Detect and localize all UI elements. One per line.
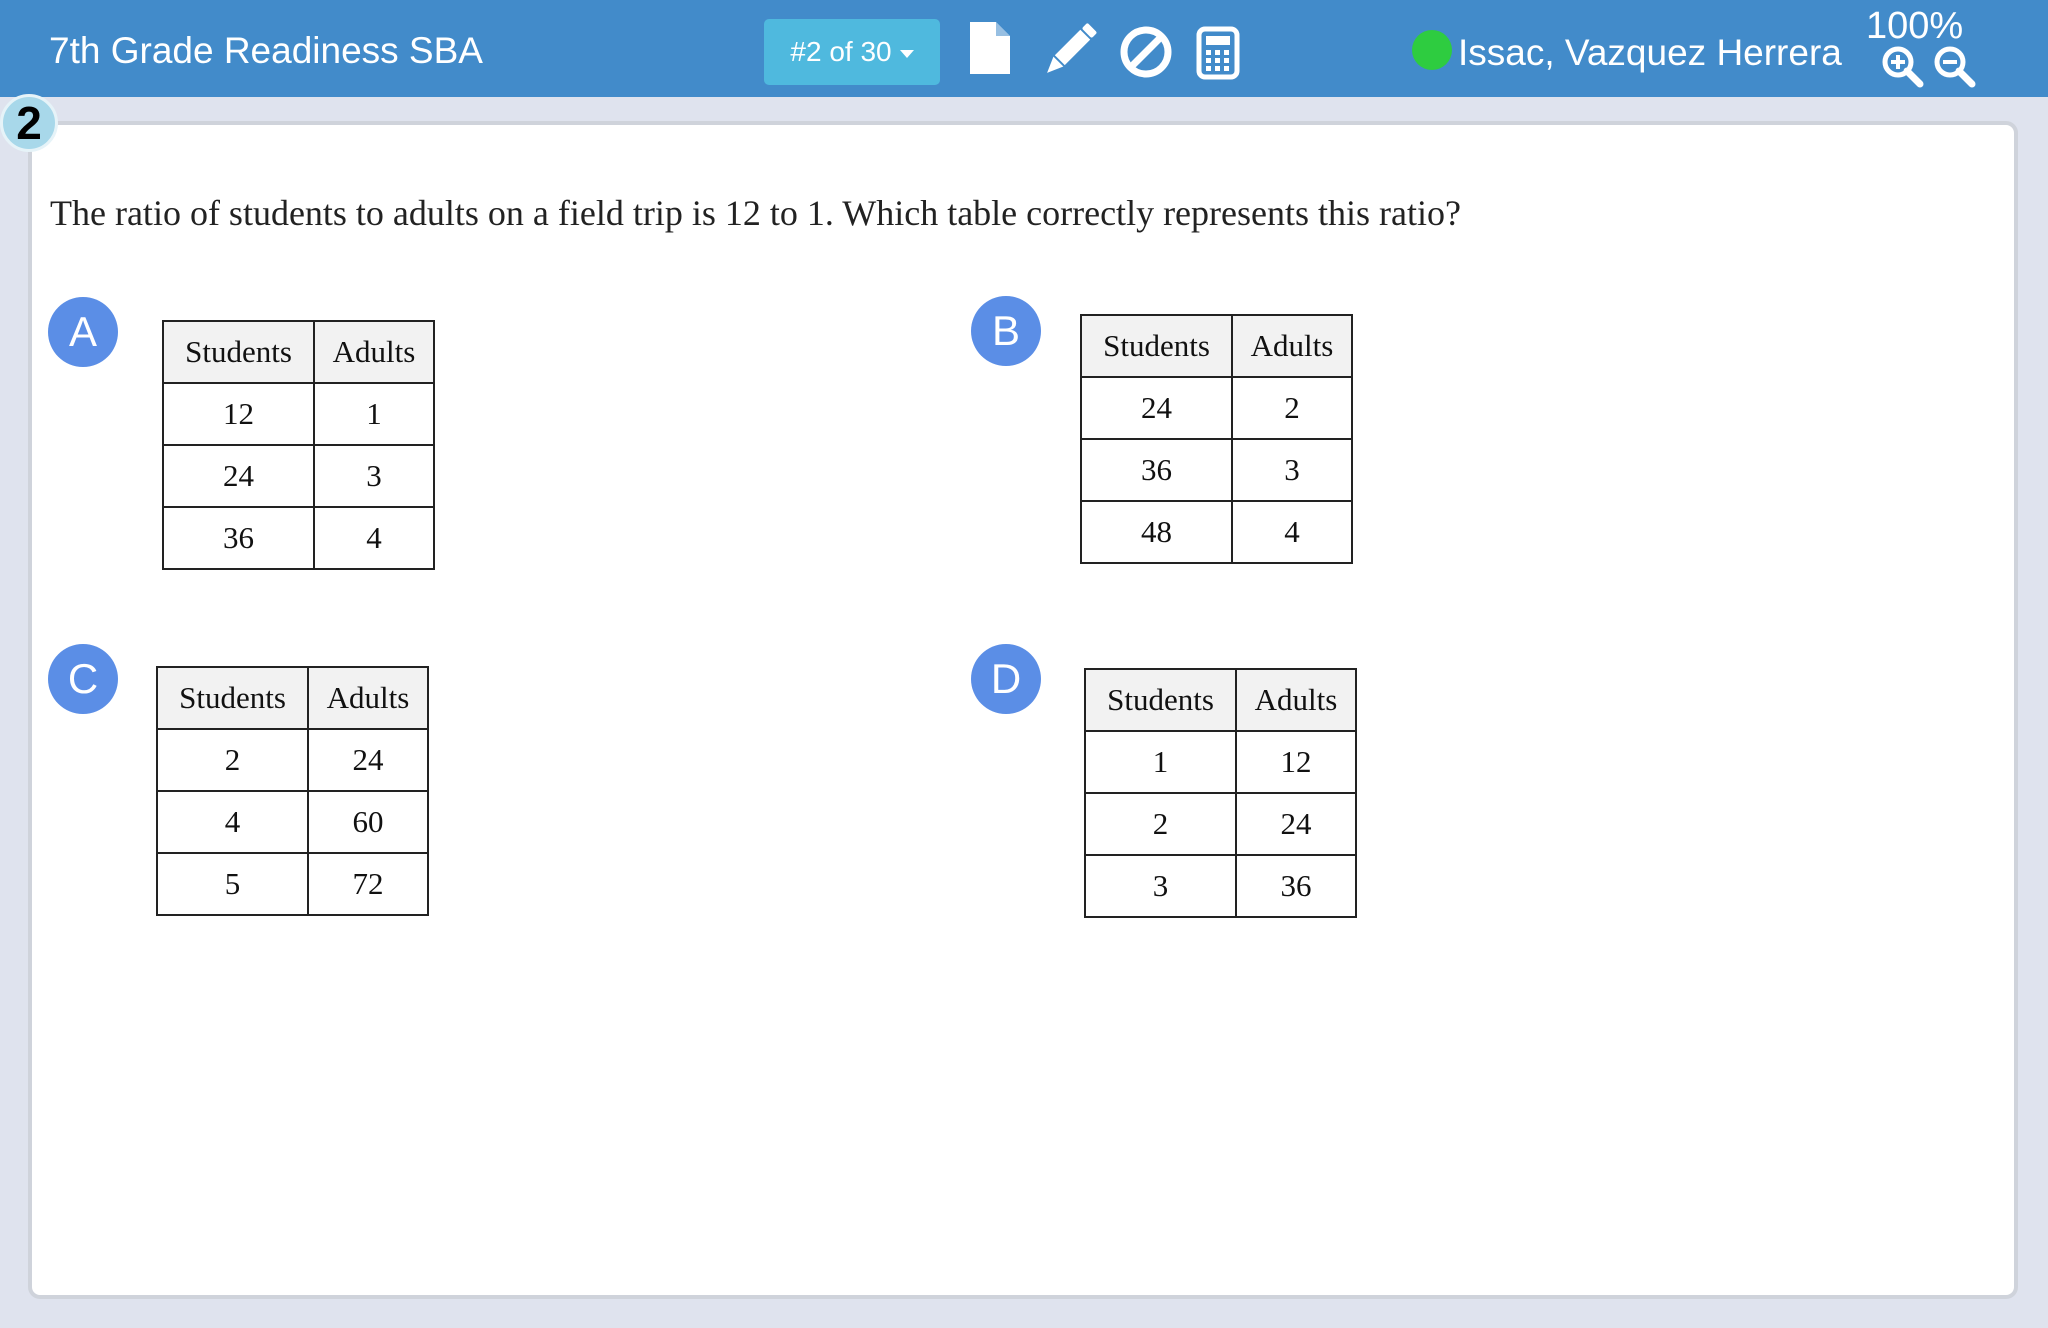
option-c-badge[interactable]: C xyxy=(48,644,118,714)
table-row xyxy=(157,791,428,853)
table-header-cell: Adults xyxy=(308,667,428,729)
calculator-icon[interactable] xyxy=(1196,26,1240,80)
online-status-icon xyxy=(1412,30,1452,70)
table-cell: 36 xyxy=(1081,439,1232,501)
table-cell: 36 xyxy=(1236,855,1356,917)
user-name: Issac, Vazquez Herrera xyxy=(1458,32,1842,73)
question-prompt: The ratio of students to adults on a field trip is 12 to 1. Which table correctly represents this ratio? xyxy=(50,193,1461,233)
chevron-down-icon xyxy=(900,50,914,58)
table-cell: 12 xyxy=(163,383,314,445)
table-header-row xyxy=(157,667,428,729)
top-bar xyxy=(0,0,2048,97)
table-cell: 24 xyxy=(1081,377,1232,439)
table-header-cell: Students xyxy=(157,667,308,729)
table-cell: 3 xyxy=(1232,439,1352,501)
zoom-in-icon[interactable] xyxy=(1880,44,1924,93)
table-row xyxy=(1081,377,1352,439)
option-c-table[interactable] xyxy=(156,666,429,916)
table-cell: 60 xyxy=(308,791,428,853)
table-row xyxy=(163,507,434,569)
question-nav-label: #2 of 30 xyxy=(790,36,892,67)
table-cell: 1 xyxy=(314,383,434,445)
table-row xyxy=(163,383,434,445)
table-header-cell: Students xyxy=(163,321,314,383)
table-cell: 2 xyxy=(1232,377,1352,439)
table-cell: 48 xyxy=(1081,501,1232,563)
table-cell: 24 xyxy=(1236,793,1356,855)
table-cell: 3 xyxy=(314,445,434,507)
table-cell: 24 xyxy=(163,445,314,507)
table-row xyxy=(1085,855,1356,917)
table-cell: 3 xyxy=(1085,855,1236,917)
table-cell: 72 xyxy=(308,853,428,915)
table-cell: 36 xyxy=(163,507,314,569)
table-header-row xyxy=(1081,315,1352,377)
table-cell: 24 xyxy=(308,729,428,791)
question-number-badge: 2 xyxy=(0,94,58,152)
table-header-row xyxy=(1085,669,1356,731)
eliminate-icon[interactable] xyxy=(1118,24,1174,80)
table-cell: 2 xyxy=(157,729,308,791)
question-nav-dropdown[interactable] xyxy=(764,19,940,85)
table-row xyxy=(1085,731,1356,793)
table-header-cell: Adults xyxy=(314,321,434,383)
table-row xyxy=(1085,793,1356,855)
table-cell: 5 xyxy=(157,853,308,915)
table-header-cell: Students xyxy=(1085,669,1236,731)
table-cell: 4 xyxy=(157,791,308,853)
table-cell: 2 xyxy=(1085,793,1236,855)
app-title: 7th Grade Readiness SBA xyxy=(49,30,483,71)
document-icon[interactable] xyxy=(968,20,1012,76)
table-header-row xyxy=(163,321,434,383)
table-cell: 4 xyxy=(1232,501,1352,563)
table-row xyxy=(157,853,428,915)
pencil-icon[interactable] xyxy=(1040,22,1098,80)
table-cell: 12 xyxy=(1236,731,1356,793)
zoom-level: 100% xyxy=(1866,5,1964,47)
table-header-cell: Adults xyxy=(1232,315,1352,377)
table-row xyxy=(163,445,434,507)
table-header-cell: Adults xyxy=(1236,669,1356,731)
option-d-table[interactable] xyxy=(1084,668,1357,918)
option-d-badge[interactable]: D xyxy=(971,644,1041,714)
option-a-table[interactable] xyxy=(162,320,435,570)
option-b-badge[interactable]: B xyxy=(971,296,1041,366)
table-row xyxy=(1081,439,1352,501)
option-a-badge[interactable]: A xyxy=(48,297,118,367)
table-cell: 1 xyxy=(1085,731,1236,793)
table-header-cell: Students xyxy=(1081,315,1232,377)
zoom-out-icon[interactable] xyxy=(1932,44,1976,93)
table-row xyxy=(157,729,428,791)
table-row xyxy=(1081,501,1352,563)
table-cell: 4 xyxy=(314,507,434,569)
option-b-table[interactable] xyxy=(1080,314,1353,564)
